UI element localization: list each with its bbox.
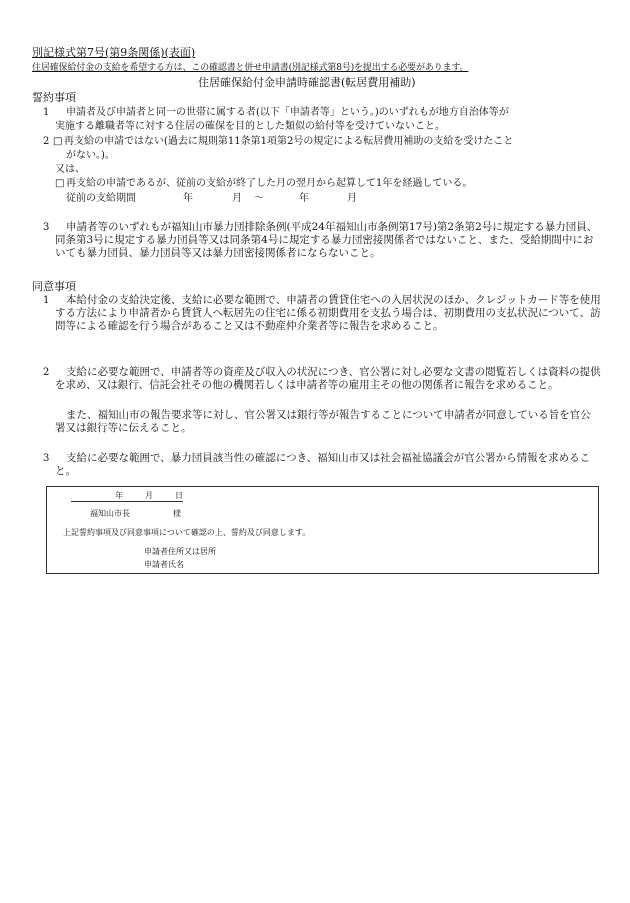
- consent-item1-number: 1: [43, 295, 50, 306]
- consent-item3-number: 3: [43, 453, 50, 464]
- consent-item1-text: 本給付金の支給決定後、支給に必要な範囲で、申請者の賃貸住宅への入居状況のほか、クレジットカード等を使用する方法により申請者から賃貸人へ転居先の住宅に係る初期費用を支払う場合は、初期費用の支払状況について、訪問等による確認を行う場合があること又は不動産仲介業者等に報告を求めること。: [55, 294, 601, 332]
- applicant-name-label: 申請者氏名: [144, 560, 184, 569]
- period-start-month: 月: [232, 193, 242, 204]
- period-end-year: 年: [299, 193, 309, 204]
- pledge-item2-line3: 再支給の申請であるが、従前の支給が終了した月の翌月から起算して1年を経過している。: [66, 178, 473, 189]
- consent-item2-text: 支給に必要な範囲で、申請者等の資産及び収入の状況につき、官公署に対し必要な文書の閲覧若しくは資料の提供を求め、又は銀行、信託会社その他の機関若しくは申請者等の雇用主その他の関係者に報告を求めること。: [55, 366, 601, 391]
- submission-notice: 住居確保給付金の支給を希望する方は、この確認書と併せ申請書(別記様式第8号)を提出する必要があります。: [32, 63, 469, 73]
- date-year: 年: [115, 491, 123, 500]
- signature-box: [46, 486, 599, 574]
- consent-heading: 同意事項: [32, 280, 76, 293]
- not-reapplication-checkbox[interactable]: □: [53, 136, 63, 147]
- mayor-label: 福知山市長: [90, 509, 130, 518]
- applicant-address-label: 申請者住所又は居所: [144, 547, 216, 556]
- honorific-sama: 様: [173, 509, 181, 518]
- pledge-heading: 誓約事項: [32, 91, 76, 104]
- period-tilde: ～: [254, 193, 264, 204]
- reapplication-checkbox[interactable]: □: [55, 178, 65, 189]
- pledge-item3-text: 申請者等のいずれもが福知山市暴力団排除条例(平成24年福知山市条例第17号)第2条第2号に規定する暴力団員、同条第3号に規定する暴力団員等又は同条第4号に規定する暴力団密接関係者ではないこと、また、受給期間中においても暴力団員、暴力団員等又は暴力団密接関係者にならないこと。: [55, 221, 598, 259]
- date-month: 月: [145, 491, 153, 500]
- pledge-item2-line2: がない。)。: [66, 150, 115, 161]
- or-text: 又は、: [55, 164, 85, 175]
- pledge-item3-number: 3: [43, 222, 50, 233]
- previous-period-label: 従前の支給期間: [66, 193, 136, 204]
- consent-item2-number: 2: [43, 367, 50, 378]
- consent-statement: 上記誓約事項及び同意事項について確認の上、誓約及び同意します。: [63, 528, 311, 537]
- period-end-month: 月: [347, 193, 357, 204]
- pledge-item1-number: 1: [43, 107, 50, 118]
- pledge-item2-number: 2: [43, 136, 50, 147]
- consent-item3-text: 支給に必要な範囲で、暴力団員該当性の確認につき、福知山市又は社会福祉協議会が官公署から情報を求めること。: [55, 452, 591, 477]
- form-reference: 別記様式第7号(第9条関係)(表面): [32, 46, 196, 59]
- consent-item2-text2: また、福知山市の報告要求等に対し、官公署又は銀行等が報告することについて申請者が同意している旨を官公署又は銀行等に伝えること。: [55, 409, 591, 434]
- date-underline: [71, 501, 183, 502]
- date-day: 日: [175, 491, 183, 500]
- pledge-item1-line1: 申請者及び申請者と同一の世帯に属する者(以下「申請者等」という。)のいずれもが地方自治体等が: [66, 107, 509, 118]
- period-start-year: 年: [183, 193, 193, 204]
- pledge-item2-line1: 再支給の申請ではない(過去に規則第11条第1項第2号の規定による転居費用補助の支給を受けたこと: [64, 136, 514, 147]
- page-title: 住居確保給付金申請時確認書(転居費用補助): [198, 76, 416, 89]
- pledge-item1-line2: 実施する離職者等に対する住居の確保を目的とした類似の給付等を受けていないこと。: [55, 121, 445, 132]
